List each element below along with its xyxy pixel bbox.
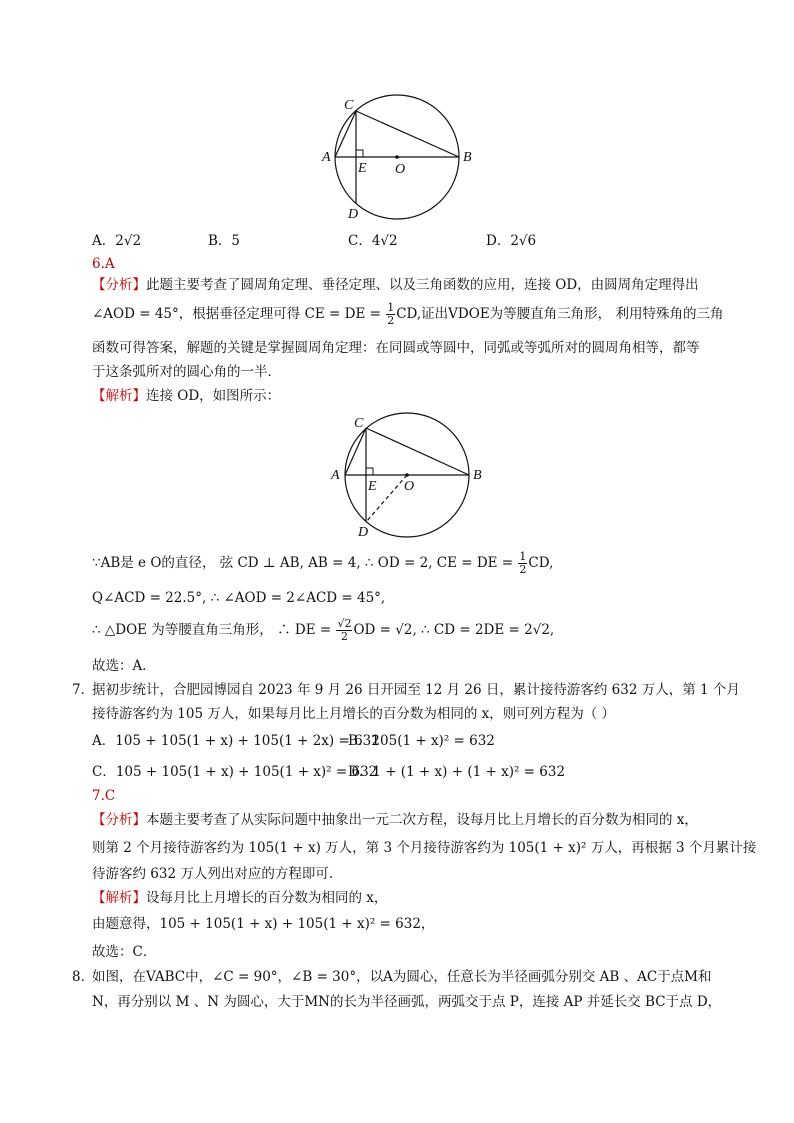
- q6-option-a: A．2√2: [92, 233, 142, 249]
- q6-step-3: [92, 616, 554, 644]
- center-point: [405, 473, 409, 477]
- step-text: ∴ △DOE 为等腰直角三角形， ∴ DE =: [92, 622, 336, 638]
- analysis-text: ∠AOD = 45°，根据垂径定理可得 CE = DE =: [92, 306, 386, 322]
- q7-option-a: A．105 + 105(1 + x) + 105(1 + 2x) = 632: [92, 733, 380, 749]
- q6-option-b: B．5: [208, 233, 241, 249]
- q7-option-d: D．1 + (1 + x) + (1 + x)² = 632: [348, 764, 566, 780]
- center-point: [395, 155, 399, 159]
- q7-choice: 故选：C．: [92, 944, 157, 960]
- q7-option-b: B．105(1 + x)² = 632: [348, 733, 495, 749]
- label-d: D: [358, 525, 369, 540]
- segment-cb: [366, 428, 469, 475]
- label-o: O: [404, 479, 415, 494]
- q6-choice: 故选：A．: [92, 658, 156, 674]
- q8-stem-line-2: N，再分别以 M 、N 为圆心，大于MN的长为半径画弧，两弧交于点 P，连接 AP 并延长交 BC于点 D，: [92, 994, 722, 1010]
- analysis-tag: 【分析】: [92, 812, 146, 828]
- label-b: B: [463, 150, 472, 165]
- segment-ca: [345, 428, 366, 475]
- label-a: A: [322, 150, 331, 165]
- step-text: OD = √2, ∴ CD = 2DE = 2√2,: [353, 622, 555, 638]
- q6-option-c: C．4√2: [348, 233, 398, 249]
- label-d: D: [348, 207, 359, 222]
- q7-solution-line-2: 由题意得，105 + 105(1 + x) + 105(1 + x)² = 632，: [92, 916, 435, 932]
- q7-stem-line-2: 接待游客约为 105 万人，如果每月比上月增长的百分数为相同的 x，则可列方程为（ ）: [92, 706, 616, 722]
- q7-stem-line-1: 据初步统计，合肥园博园自 2023 年 9 月 26 日开园至 12 月 26 日，累计接待游客约 632 万人，第 1 个月: [92, 682, 740, 698]
- right-angle-mark: [356, 150, 363, 157]
- label-a: A: [331, 468, 340, 483]
- fraction: $\frac{1}{2}$: [519, 550, 527, 576]
- q6-analysis-line-1: [92, 275, 699, 295]
- label-o: O: [395, 162, 406, 177]
- q8-number: 8．: [72, 969, 95, 985]
- q6-step-2: Q∠ACD = 22.5°, ∴ ∠AOD = 2∠ACD = 45°,: [92, 590, 386, 606]
- fraction: $\frac{1}{2}$: [387, 301, 395, 327]
- label-b: B: [473, 468, 482, 483]
- q6-analysis-line-4: 于这条弧所对的圆心角的一半．: [92, 364, 281, 380]
- circle-figure-1: [310, 88, 490, 233]
- segment-ca: [335, 111, 356, 157]
- q7-option-c: C．105 + 105(1 + x) + 105(1 + x)² = 632: [92, 764, 378, 780]
- label-c: C: [354, 416, 364, 431]
- q6-analysis-line-3: 函数可得答案，解题的关键是掌握圆周角定理：在同圆或等圆中，同弧或等弧所对的圆周角相等，都等: [92, 340, 700, 356]
- step-text: CD,: [528, 555, 554, 571]
- circle-figure-2: [318, 408, 498, 548]
- q6-analysis-line-2: [92, 302, 723, 327]
- label-e: E: [368, 479, 377, 494]
- q8-stem-line-1: 如图，在VABC中，∠C = 90°，∠B = 30°，以A为圆心，任意长为半径画弧分别交 AB 、AC于点M和: [92, 969, 712, 985]
- fraction: $\frac{√2}{2}$: [337, 617, 352, 643]
- solution-text: 连接 OD，如图所示：: [146, 388, 281, 404]
- solution-tag: 【解析】: [92, 388, 146, 404]
- q6-solution-line-1: [92, 386, 280, 406]
- q7-analysis-line-2: 则第 2 个月接待游客约为 105(1 + x) 万人，第 3 个月接待游客约为 105(1 + x)² 万人，再根据 3 个月累计接: [92, 840, 757, 856]
- analysis-tag: 【分析】: [92, 277, 146, 293]
- step-text: ∵AB是 e O的直径， 弦 CD ⊥ AB, AB = 4, ∴ OD = 2, CE = DE =: [92, 555, 518, 571]
- solution-text: 设每月比上月增长的百分数为相同的 x，: [146, 890, 388, 906]
- q6-step-1: [92, 551, 553, 576]
- label-e: E: [358, 161, 367, 176]
- q7-analysis-line-3: 待游客约 632 万人列出对应的方程即可．: [92, 866, 343, 882]
- right-angle-mark: [366, 468, 373, 475]
- q7-analysis-line-1: [92, 810, 698, 830]
- analysis-text: CD,证出VDOE为等腰直角三角形， 利用特殊角的三角: [396, 306, 724, 322]
- solution-tag: 【解析】: [92, 890, 146, 906]
- q6-answer: 6.A: [92, 256, 115, 272]
- analysis-text: 此题主要考查了圆周角定理、垂径定理、以及三角函数的应用，连接 OD，由圆周角定理得出: [146, 277, 699, 293]
- q7-answer: 7.C: [92, 788, 116, 804]
- analysis-text: 本题主要考查了从实际问题中抽象出一元二次方程，设每月比上月增长的百分数为相同的 x，: [146, 812, 698, 828]
- q6-option-d: D．2√6: [486, 233, 537, 249]
- segment-cb: [356, 111, 459, 157]
- q7-number: 7．: [72, 682, 95, 698]
- label-c: C: [344, 98, 354, 113]
- q7-solution-line-1: [92, 888, 387, 908]
